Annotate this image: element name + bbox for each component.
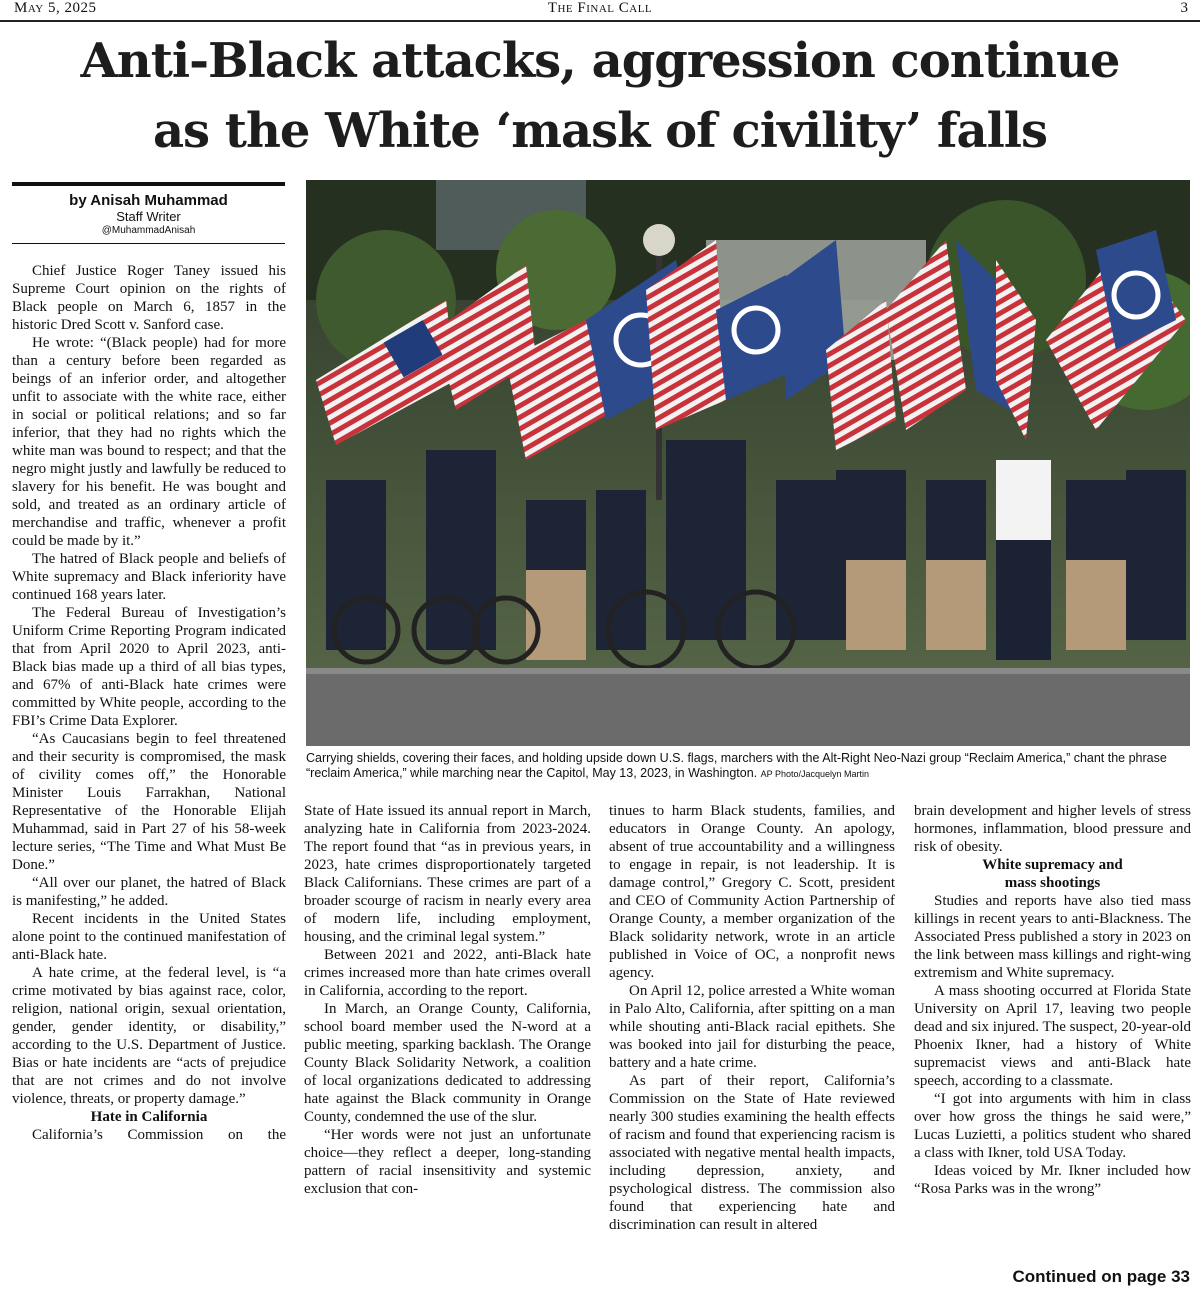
paragraph: tinues to harm Black students, families, and educators in Orange County. An apology, absent of true accountability and a willingness to engage in repair, is not leadership. It is damage control,” Gregory C. Scott, president and CEO of Community Action Partnership of Orange County, a member organization of the Black solidarity network, wrote in an article published in Voice of OC, a nonprofit news agency. (609, 803, 895, 981)
paragraph: A hate crime, at the federal level, is “a crime motivated by bias against race, color, religion, national origin, sexual orientation, gender, gender identity, or disability,” according to the U.S. Department of Justice. Bias or hate incidents are “acts of prejudice that are not crimes and do not involve violence, threats, or property damage.” (12, 965, 286, 1107)
photo-marchers (306, 180, 1190, 746)
paragraph: As part of their report, California’s Commission on the State of Hate reviewed nearly 300 studies examining the health effects of racism and found that experiencing racism is associated with negative mental health impacts, including depression, anxiety, and psychological distress. The commission also found that experiencing hate and discrimination can result in altered (609, 1073, 895, 1233)
photo-credit: AP Photo/Jacquelyn Martin (760, 769, 870, 779)
paragraph: Ideas voiced by Mr. Ikner included how “Rosa Parks was in the wrong” (914, 1163, 1191, 1197)
paragraph: The hatred of Black people and beliefs of White supremacy and Black inferiority have continued 168 years later. (12, 551, 286, 603)
caption-text: Carrying shields, covering their faces, and holding upside down U.S. flags, marchers with the Alt-Right Neo-Nazi group “Reclaim America,” chant the phrase “reclaim America,” while marching near the Capitol, May 13, 2023, in Washington. (306, 751, 1167, 780)
headline-line-2: as the White ‘mask of civility’ falls (152, 103, 1048, 159)
paragraph: “As Caucasians begin to feel threatened and their security is compromised, the mask of civility comes off,” the Honorable Minister Louis Farrakhan, National Representative of the Honorable Elijah Muhammad, said in Part 27 of his 58-week lecture series, “The Time and What Must Be Done.” (12, 731, 286, 873)
paragraph: State of Hate issued its annual report in March, analyzing hate in California from 2023-2024. The report found that “as in previous years, in 2023, hate crimes disproportionately targeted Black Californians. These crimes are part of a broader scourge of racism in nearly every area of modern life, including employment, housing, and the criminal legal system.” (304, 803, 591, 945)
author-handle: @MuhammadAnisah (101, 225, 196, 236)
paragraph: Between 2021 and 2022, anti-Black hate crimes increased more than hate crimes overall in California, according to the report. (304, 947, 591, 999)
paper-name: The Final Call (547, 0, 653, 16)
continued-on-page-link[interactable]: Continued on page 33 (1012, 1267, 1190, 1286)
photo-illustration (306, 180, 1190, 746)
paragraph: In March, an Orange County, California, school board member used the N-word at a public meeting, sparking backlash. The Orange County Black Solidarity Network, a coalition of local organizations dedicated to addressing hate against the Black community in Orange County, condemned the use of the slur. (304, 1001, 591, 1125)
author-title: Staff Writer (116, 209, 181, 224)
page-number: 3 (1180, 0, 1188, 16)
paragraph: brain development and higher levels of stress hormones, inflammation, blood pressure and risk of obesity. (914, 803, 1191, 855)
subhead-hate-in-california: Hate in California (90, 1109, 208, 1125)
photo-caption (306, 751, 1190, 782)
paragraph: “Her words were not just an unfortunate choice—they reflect a deeper, long-standing pattern of racial insensitivity and systemic exclusion that con- (304, 1127, 591, 1197)
article-column-4 (914, 802, 1191, 1198)
headline (0, 26, 1200, 166)
article-column-2 (304, 802, 591, 1198)
headline-line-1: Anti-Black attacks, aggression continue (80, 33, 1120, 89)
subhead-white-supremacy-line-2: mass shootings (1004, 875, 1101, 891)
paragraph: “I got into arguments with him in class over how gross the things he said were,” Lucas Luzietti, a politics student who shared a class with Ikner, told USA Today. (914, 1091, 1191, 1161)
paragraph: A mass shooting occurred at Florida State University on April 17, leaving two people dead and six injured. The suspect, 20-year-old Phoenix Ikner, had a history of White supremacist views and anti-Black hate speech, according to a classmate. (914, 983, 1191, 1089)
author-name: by Anisah Muhammad (69, 192, 228, 209)
subhead-white-supremacy-line-1: White supremacy and (982, 857, 1123, 873)
paragraph: Chief Justice Roger Taney issued his Supreme Court opinion on the rights of Black people on March 6, 1857 in the historic Dred Scott v. Sanford case. (12, 263, 286, 333)
paragraph: “All over our planet, the hatred of Black is manifesting,” he added. (12, 875, 286, 909)
page-header (0, 0, 1200, 22)
paragraph: On April 12, police arrested a White woman in Palo Alto, California, after spitting on a man while shouting anti-Black racial epithets. She was booked into jail for disturbing the peace, battery and a hate crime. (609, 983, 895, 1071)
paragraph: He wrote: “(Black people) had for more than a century before been regarded as beings of an inferior order, and altogether unfit to associate with the white race, either in social or political relations; and so far inferior, that they had no rights which the white man was bound to respect; and that the negro might justly and lawfully be reduced to slavery for his benefit. He was bought and sold, and treated as an ordinary article of merchandise and traffic, whenever a profit could be made by it.” (12, 335, 286, 549)
paragraph: The Federal Bureau of Investigation’s Uniform Crime Reporting Program indicated that from April 2020 to April 2023, anti-Black bias made up a third of all bias types, and 67% of anti-Black hate crimes were committed by White people, according to the FBI’s Crime Data Explorer. (12, 605, 286, 729)
paragraph: California’s Commission on the (32, 1127, 286, 1143)
paragraph: Studies and reports have also tied mass killings in recent years to anti-Blackness. The Associated Press published a story in 2023 on the link between mass killings and right-wing extremism and White supremacy. (914, 893, 1191, 981)
article-column-1 (12, 262, 286, 1144)
paragraph: Recent incidents in the United States alone point to the continued manifestation of anti-Black hate. (12, 911, 286, 963)
article-column-3 (609, 802, 895, 1234)
byline (12, 182, 285, 244)
issue-date: May 5, 2025 (14, 0, 97, 16)
